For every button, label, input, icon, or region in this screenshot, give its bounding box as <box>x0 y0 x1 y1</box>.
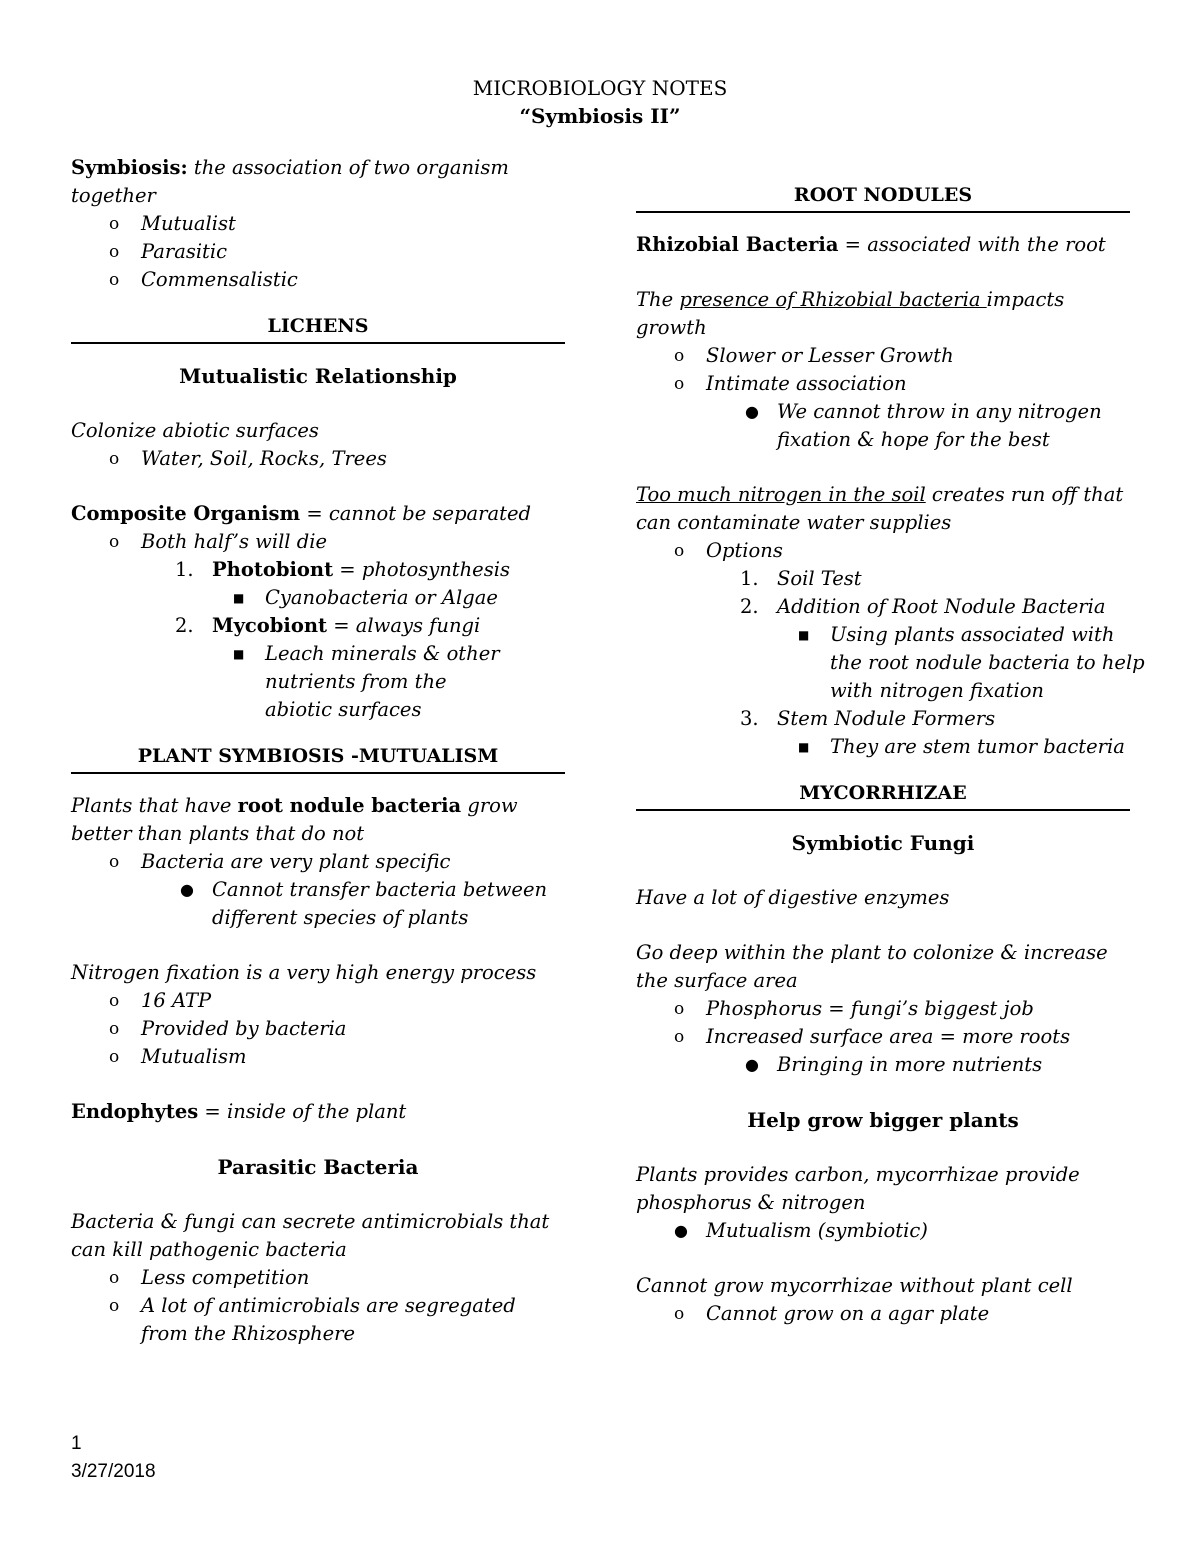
circle-bullet-icon: o <box>674 1304 685 1324</box>
section-heading-root-nodules: ROOT NODULES <box>636 181 1130 213</box>
square-bullet-icon: ■ <box>233 591 245 605</box>
dot-bullet-icon: ● <box>745 402 759 421</box>
list-item: o Commensalistic <box>71 266 565 294</box>
list-item: 1. Photobiont = photosynthesis <box>175 558 510 581</box>
list-item: o Cannot grow on a agar plate <box>636 1300 1130 1328</box>
list-item: 3. Stem Nodule Formers <box>740 707 996 730</box>
dot-bullet-icon: ● <box>180 880 194 899</box>
circle-bullet-icon: o <box>109 1268 120 1288</box>
enzymes-text: Have a lot of digestive enzymes <box>636 886 950 909</box>
rhizobial-definition: Rhizobial Bacteria = associated with the root <box>636 233 1106 256</box>
circle-bullet-icon: o <box>109 991 120 1011</box>
circle-bullet-icon: o <box>109 532 120 552</box>
circle-bullet-icon: o <box>674 346 685 366</box>
symbiosis-term: Symbiosis: <box>71 156 188 179</box>
list-item: o Water, Soil, Rocks, Trees <box>71 445 565 473</box>
page-footer <box>71 1430 156 1486</box>
list-item: ■ They are stem tumor bacteria <box>636 733 1130 761</box>
circle-bullet-icon: o <box>674 1027 685 1047</box>
left-column <box>71 154 565 1348</box>
dot-bullet-icon: ● <box>745 1055 759 1074</box>
circle-bullet-icon: o <box>109 1047 120 1067</box>
list-item: o Less competition <box>71 1264 565 1292</box>
composite-definition: Composite Organism = cannot be separated <box>71 502 531 525</box>
subheading-help-grow: Help grow bigger plants <box>747 1108 1019 1132</box>
circle-bullet-icon: o <box>109 214 120 234</box>
carbon-text: Plants provides carbon, mycorrhizae provide phosphorus & nitrogen <box>636 1163 1080 1214</box>
list-item: o Bacteria are very plant specific <box>71 848 565 876</box>
page-title <box>0 74 1200 130</box>
list-item: 2. Addition of Root Nodule Bacteria <box>740 595 1106 618</box>
circle-bullet-icon: o <box>109 242 120 262</box>
too-much-nitrogen-text: Too much nitrogen in the soil creates run off that can contaminate water supplies <box>636 483 1124 534</box>
subheading-mutualistic: Mutualistic Relationship <box>179 364 457 388</box>
list-item: o Parasitic <box>71 238 565 266</box>
circle-bullet-icon: o <box>674 541 685 561</box>
circle-bullet-icon: o <box>674 374 685 394</box>
presence-text: The presence of Rhizobial bacteria impacts growth <box>636 288 1065 339</box>
square-bullet-icon: ■ <box>798 628 810 642</box>
section-heading-plant-symbiosis: PLANT SYMBIOSIS -MUTUALISM <box>71 742 565 774</box>
circle-bullet-icon: o <box>674 999 685 1019</box>
section-heading-lichens: LICHENS <box>71 312 565 344</box>
list-item: o Phosphorus = fungi’s biggest job <box>636 995 1130 1023</box>
list-item: ■ Leach minerals & other nutrients from the abiotic surfaces <box>233 642 500 721</box>
list-item: ■ Cyanobacteria or Algae <box>71 584 565 612</box>
circle-bullet-icon: o <box>109 270 120 290</box>
antimicrobials-text: Bacteria & fungi can secrete antimicrobials that can kill pathogenic bacteria <box>71 1210 550 1261</box>
symbiosis-definition <box>71 154 565 210</box>
list-item: o A lot of antimicrobials are segregated from the Rhizosphere <box>109 1294 516 1345</box>
list-item: ● We cannot throw in any nitrogen fixation & hope for the best <box>745 400 1102 451</box>
list-item: 2. Mycobiont = always fungi <box>175 614 481 637</box>
section-heading-mycorrhizae: MYCORRHIZAE <box>636 779 1130 811</box>
list-item: o 16 ATP <box>71 987 565 1015</box>
circle-bullet-icon: o <box>109 449 120 469</box>
list-item: ● Cannot transfer bacteria between different species of plants <box>180 878 548 929</box>
list-item: o Options <box>636 537 1130 565</box>
subheading-parasitic: Parasitic Bacteria <box>217 1155 419 1179</box>
colonize-text: Colonize abiotic surfaces <box>71 419 319 442</box>
list-item: ● Mutualism (symbiotic) <box>636 1217 1130 1245</box>
nitrogen-fixation-text: Nitrogen fixation is a very high energy process <box>71 961 537 984</box>
list-item: o Provided by bacteria <box>71 1015 565 1043</box>
page-number: 1 <box>71 1433 82 1454</box>
list-item: ● Bringing in more nutrients <box>636 1051 1130 1079</box>
list-item: o Mutualism <box>71 1043 565 1071</box>
right-column <box>636 154 1145 1328</box>
deep-text: Go deep within the plant to colonize & increase the surface area <box>636 941 1108 992</box>
list-item: o Mutualist <box>71 210 565 238</box>
circle-bullet-icon: o <box>109 852 120 872</box>
document-title: MICROBIOLOGY NOTES <box>472 76 728 100</box>
subheading-symbiotic-fungi: Symbiotic Fungi <box>791 831 975 855</box>
square-bullet-icon: ■ <box>798 740 810 754</box>
plants-text: Plants that have root nodule bacteria grow better than plants that do not <box>71 794 518 845</box>
list-item: 1. Soil Test <box>740 567 862 590</box>
list-item: ■ Using plants associated with the root nodule bacteria to help with nitrogen fixation <box>798 623 1145 702</box>
list-item: o Intimate association <box>636 370 1130 398</box>
symbiosis-def: the association of two organism together <box>71 156 509 207</box>
footer-date: 3/27/2018 <box>71 1461 156 1482</box>
circle-bullet-icon: o <box>109 1296 120 1316</box>
square-bullet-icon: ■ <box>233 647 245 661</box>
circle-bullet-icon: o <box>109 1019 120 1039</box>
dot-bullet-icon: ● <box>674 1221 688 1240</box>
list-item: o Both half’s will die <box>71 528 565 556</box>
endophytes-definition: Endophytes = inside of the plant <box>71 1100 407 1123</box>
document-subtitle: “Symbiosis II” <box>519 104 681 128</box>
list-item: o Slower or Lesser Growth <box>636 342 1130 370</box>
list-item: o Increased surface area = more roots <box>636 1023 1130 1051</box>
cannot-grow-text: Cannot grow mycorrhizae without plant cell <box>636 1274 1073 1297</box>
